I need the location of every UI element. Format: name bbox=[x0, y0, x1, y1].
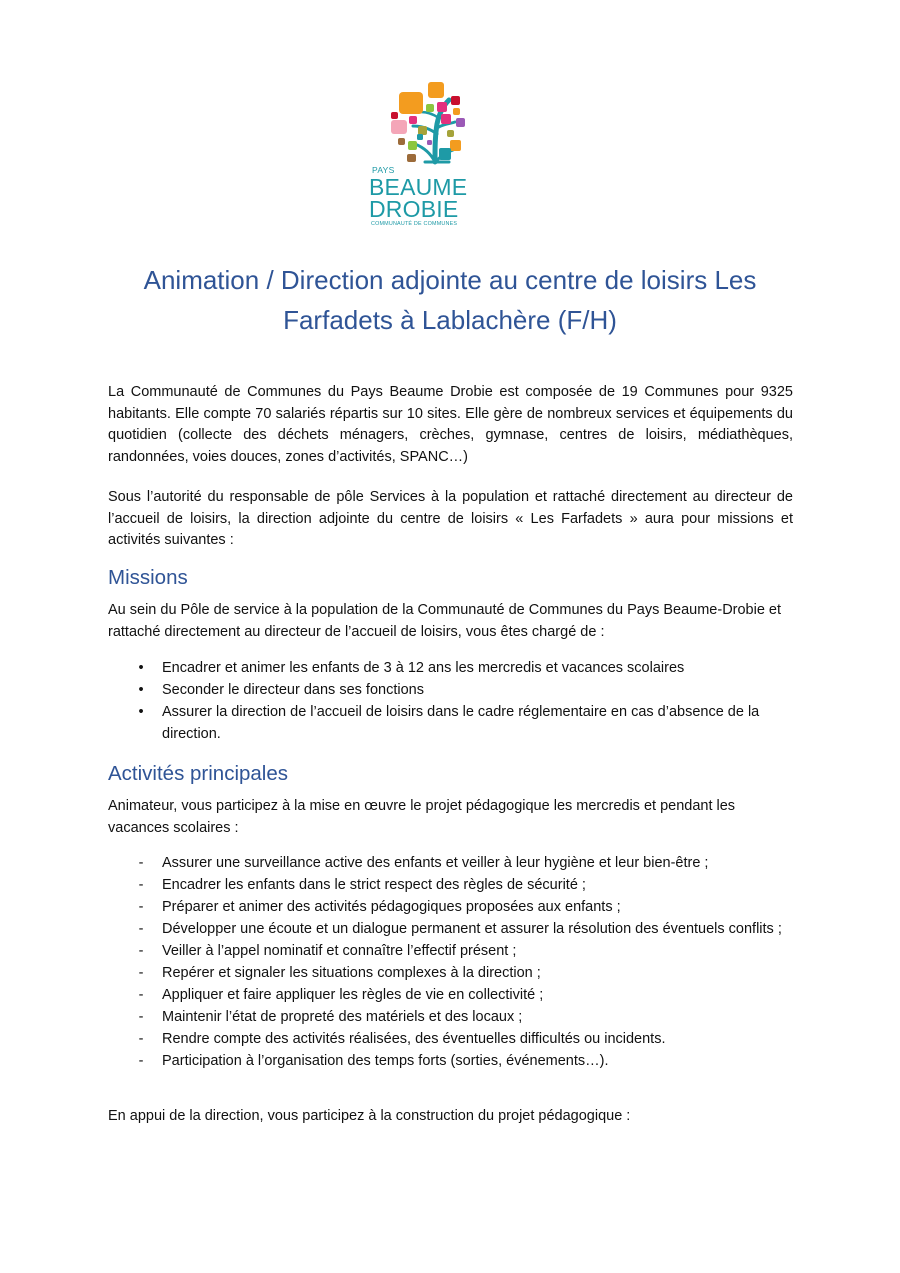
dash-marker: - bbox=[138, 965, 144, 981]
list-item bbox=[108, 984, 793, 1006]
list-item-text: Assurer la direction de l’accueil de loisirs dans le cadre réglementaire en cas d’absence de la direction. bbox=[162, 704, 760, 742]
list-item bbox=[108, 896, 793, 918]
list-item bbox=[108, 874, 793, 896]
dash-marker: - bbox=[138, 943, 144, 959]
list-item-text: Encadrer les enfants dans le strict respect des règles de sécurité ; bbox=[162, 877, 586, 893]
list-item bbox=[108, 940, 793, 962]
list-item-text: Assurer une surveillance active des enfants et veiller à leur hygiène et leur bien-être ; bbox=[162, 855, 709, 871]
list-item-text: Encadrer et animer les enfants de 3 à 12 ans les mercredis et vacances scolaires bbox=[162, 660, 685, 676]
missions-heading: Missions bbox=[108, 566, 188, 589]
dash-marker: - bbox=[138, 1031, 144, 1047]
dash-marker: - bbox=[138, 1053, 144, 1069]
dash-marker: - bbox=[138, 855, 144, 871]
list-item-text: Participation à l’organisation des temps forts (sorties, événements…). bbox=[162, 1053, 609, 1069]
activites-heading: Activités principales bbox=[108, 762, 289, 785]
tree-icon bbox=[355, 78, 495, 168]
list-item bbox=[108, 701, 793, 745]
bullet-marker: • bbox=[138, 704, 144, 720]
list-item-text: Développer une écoute et un dialogue permanent et assurer la résolution des éventuels conflits ; bbox=[162, 921, 782, 937]
list-item-text: Préparer et animer des activités pédagogiques proposées aux enfants ; bbox=[162, 899, 621, 915]
list-item bbox=[108, 962, 793, 984]
list-item-text: Veiller à l’appel nominatif et connaître l’effectif présent ; bbox=[162, 943, 517, 959]
list-item bbox=[108, 852, 793, 874]
list-item bbox=[108, 1050, 793, 1072]
logo-subtitle: COMMUNAUTÉ DE COMMUNES bbox=[371, 221, 458, 227]
logo-word-drobie: DROBIE bbox=[369, 196, 459, 222]
intro-paragraph-1: La Communauté de Communes du Pays Beaume Drobie est composée de 19 Communes pour 9325 habitants. Elle compte 70 salariés répartis sur 10 sites. Elle gère de nombreux services et équipements du quotidien (collecte des déchets ménagers, crèches, gymnase, centres de loisirs, médiathèques, randonnées, voies douces, zones d’activités, SPANC…) bbox=[108, 384, 793, 465]
list-item-text: Repérer et signaler les situations complexes à la direction ; bbox=[162, 965, 541, 981]
bullet-marker: • bbox=[138, 660, 144, 676]
list-item-text: Maintenir l’état de propreté des matériels et des locaux ; bbox=[162, 1009, 523, 1025]
page-title: Animation / Direction adjointe au centre de loisirs Les Farfadets à Lablachère (F/H) bbox=[143, 265, 757, 335]
list-item bbox=[108, 657, 793, 679]
list-item bbox=[108, 1006, 793, 1028]
missions-intro: Au sein du Pôle de service à la population de la Communauté de Communes du Pays Beaume-Drobie et rattaché directement au directeur de l’accueil de loisirs, vous êtes chargé de : bbox=[108, 602, 782, 640]
list-item bbox=[108, 679, 793, 701]
activites-outro: En appui de la direction, vous participez à la construction du projet pédagogique : bbox=[108, 1108, 631, 1124]
dash-marker: - bbox=[138, 1009, 144, 1025]
logo-word-beaume: BEAUME bbox=[369, 174, 468, 200]
dash-marker: - bbox=[138, 921, 144, 937]
bullet-marker: • bbox=[138, 682, 144, 698]
activites-intro: Animateur, vous participez à la mise en œuvre le projet pédagogique les mercredis et pendant les vacances scolaires : bbox=[108, 798, 736, 836]
list-item bbox=[108, 918, 793, 940]
intro-paragraph-2: Sous l’autorité du responsable de pôle Services à la population et rattaché directement au directeur de l’accueil de loisirs, la direction adjointe du centre de loisirs « Les Farfadets » aura pour missions et activités suivantes : bbox=[108, 489, 793, 548]
dash-marker: - bbox=[138, 899, 144, 915]
activites-list bbox=[108, 852, 793, 1072]
beaume-drobie-logo bbox=[355, 78, 495, 232]
list-item bbox=[108, 1028, 793, 1050]
list-item-text: Appliquer et faire appliquer les règles de vie en collectivité ; bbox=[162, 987, 544, 1003]
dash-marker: - bbox=[138, 877, 144, 893]
missions-list bbox=[108, 657, 793, 745]
dash-marker: - bbox=[138, 987, 144, 1003]
logo-pays-text: PAYS bbox=[372, 165, 395, 175]
list-item-text: Seconder le directeur dans ses fonctions bbox=[162, 682, 424, 698]
list-item-text: Rendre compte des activités réalisées, des éventuelles difficultés ou incidents. bbox=[162, 1031, 666, 1047]
